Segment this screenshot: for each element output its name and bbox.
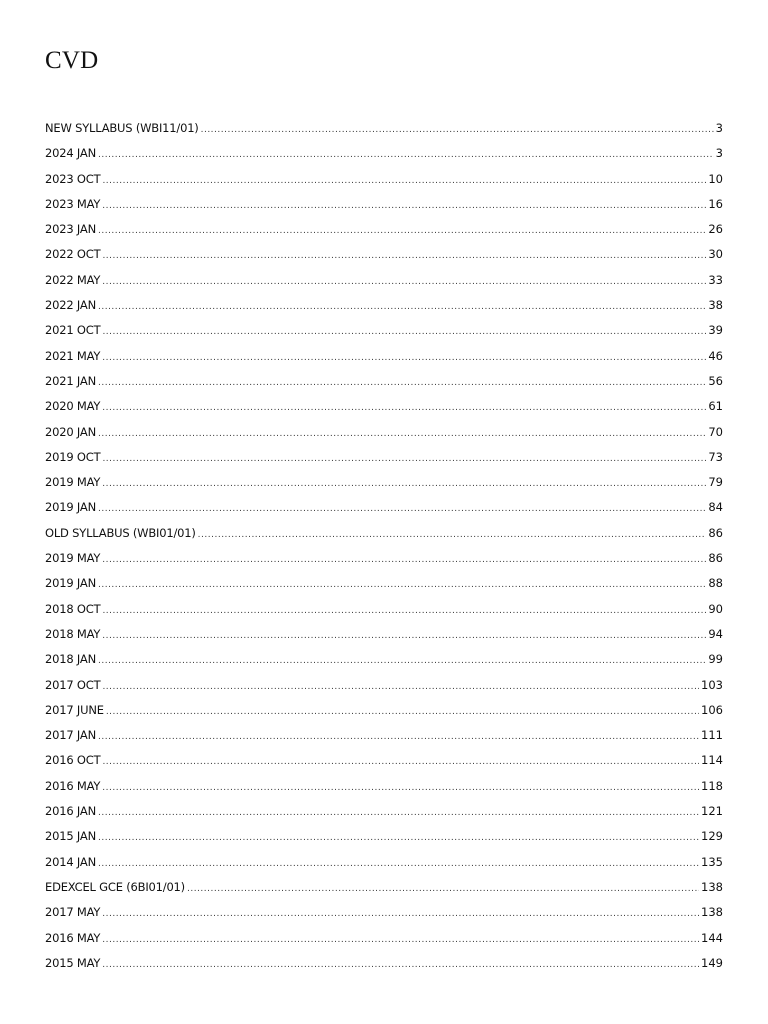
toc-entry-label: 2023 MAY [45, 196, 101, 211]
toc-entry-label: 2015 MAY [45, 955, 101, 970]
toc-dot-leader [98, 497, 706, 522]
toc-entry-label: 2019 OCT [45, 449, 101, 464]
toc-entry-page-number: 56 [708, 373, 723, 388]
toc-entry[interactable] [45, 647, 723, 672]
toc-dot-leader [102, 472, 706, 497]
toc-entry-page-number: 94 [708, 626, 723, 641]
toc-entry[interactable] [45, 824, 723, 849]
toc-entry[interactable] [45, 597, 723, 622]
toc-entry[interactable] [45, 369, 723, 394]
toc-entry-page-number: 88 [708, 576, 723, 591]
toc-dot-leader [98, 422, 706, 447]
toc-entry[interactable] [45, 192, 723, 217]
toc-entry-page-number: 114 [701, 753, 723, 768]
toc-entry-page-number: 84 [708, 500, 723, 515]
toc-entry-label: 2019 JAN [45, 576, 96, 591]
toc-entry-page-number: 144 [701, 930, 723, 945]
table-of-contents [45, 116, 723, 976]
toc-dot-leader [198, 523, 707, 548]
toc-entry-page-number: 3 [715, 146, 723, 161]
toc-entry-page-number: 61 [708, 399, 723, 414]
toc-dot-leader [102, 320, 706, 345]
toc-entry-label: 2022 JAN [45, 298, 96, 313]
toc-entry[interactable] [45, 116, 723, 141]
toc-entry-page-number: 73 [708, 449, 723, 464]
toc-entry-label: 2016 OCT [45, 753, 101, 768]
toc-dot-leader [102, 194, 706, 219]
toc-dot-leader [102, 270, 706, 295]
toc-entry-page-number: 3 [715, 121, 723, 135]
toc-entry-label: 2020 JAN [45, 424, 96, 439]
toc-dot-leader [98, 573, 706, 598]
toc-entry-label: 2017 MAY [45, 905, 101, 920]
toc-entry-page-number: 103 [701, 677, 723, 692]
toc-dot-leader [98, 826, 699, 851]
toc-dot-leader [98, 295, 706, 320]
toc-entry[interactable] [45, 723, 723, 748]
toc-entry-label: NEW SYLLABUS (WBI11/01) [45, 121, 199, 135]
toc-entry-label: 2022 OCT [45, 247, 101, 262]
toc-entry-label: 2019 JAN [45, 500, 96, 515]
toc-entry-label: 2021 OCT [45, 323, 101, 338]
toc-entry[interactable] [45, 293, 723, 318]
toc-entry[interactable] [45, 799, 723, 824]
toc-dot-leader [102, 776, 699, 801]
toc-entry-label: 2017 JAN [45, 728, 96, 743]
toc-entry-page-number: 106 [701, 702, 723, 717]
toc-entry-label: 2016 MAY [45, 778, 101, 793]
toc-entry-page-number: 38 [708, 298, 723, 313]
document-title: CVD [45, 47, 99, 74]
toc-entry-page-number: 118 [701, 778, 723, 793]
toc-entry-page-number: 39 [708, 323, 723, 338]
toc-dot-leader [102, 928, 699, 953]
toc-entry-label: 2023 JAN [45, 222, 96, 237]
toc-entry-label: 2019 MAY [45, 475, 101, 490]
toc-entry[interactable] [45, 622, 723, 647]
toc-entry[interactable] [45, 673, 723, 698]
toc-dot-leader [102, 396, 706, 421]
toc-dot-leader [98, 219, 706, 244]
toc-entry-label: 2014 JAN [45, 854, 96, 869]
toc-entry[interactable] [45, 926, 723, 951]
toc-dot-leader [98, 371, 706, 396]
toc-entry-page-number: 10 [708, 171, 723, 186]
toc-entry-label: OLD SYLLABUS (WBI01/01) [45, 525, 196, 540]
toc-dot-leader [102, 548, 706, 573]
toc-dot-leader [102, 599, 706, 624]
toc-entry-page-number: 30 [708, 247, 723, 262]
toc-entry-page-number: 129 [701, 829, 723, 844]
toc-entry-page-number: 79 [708, 475, 723, 490]
toc-entry-label: 2015 JAN [45, 829, 96, 844]
toc-entry-page-number: 121 [701, 804, 723, 819]
toc-entry-page-number: 149 [701, 955, 723, 970]
toc-entry-label: 2017 JUNE [45, 702, 104, 717]
toc-entry[interactable] [45, 495, 723, 520]
toc-dot-leader [98, 725, 699, 750]
toc-entry[interactable] [45, 748, 723, 773]
toc-dot-leader [201, 118, 714, 143]
toc-dot-leader [102, 244, 706, 269]
toc-entry-page-number: 111 [701, 728, 723, 743]
toc-dot-leader [102, 750, 699, 775]
toc-entry-page-number: 135 [701, 854, 723, 869]
toc-dot-leader [102, 169, 706, 194]
toc-entry[interactable] [45, 470, 723, 495]
toc-entry-page-number: 26 [708, 222, 723, 237]
toc-entry[interactable] [45, 850, 723, 875]
toc-entry[interactable] [45, 217, 723, 242]
toc-dot-leader [102, 447, 706, 472]
toc-entry-label: 2022 MAY [45, 272, 101, 287]
toc-entry-label: 2017 OCT [45, 677, 101, 692]
toc-entry-page-number: 86 [708, 525, 723, 540]
toc-entry-label: 2021 MAY [45, 348, 101, 363]
toc-entry-label: 2018 JAN [45, 652, 96, 667]
toc-entry[interactable] [45, 774, 723, 799]
toc-entry-page-number: 46 [708, 348, 723, 363]
toc-entry-label: 2018 MAY [45, 626, 101, 641]
toc-entry-label: 2021 JAN [45, 373, 96, 388]
toc-entry[interactable] [45, 521, 723, 546]
toc-entry-page-number: 33 [708, 272, 723, 287]
toc-entry[interactable] [45, 318, 723, 343]
toc-entry[interactable] [45, 900, 723, 925]
toc-entry[interactable] [45, 951, 723, 976]
toc-entry-page-number: 99 [708, 652, 723, 667]
toc-entry[interactable] [45, 344, 723, 369]
toc-entry[interactable] [45, 546, 723, 571]
toc-entry[interactable] [45, 571, 723, 596]
toc-entry-label: 2018 OCT [45, 601, 101, 616]
toc-dot-leader [98, 649, 706, 674]
toc-entry[interactable] [45, 242, 723, 267]
toc-entry-label: 2024 JAN [45, 146, 96, 161]
toc-entry[interactable] [45, 698, 723, 723]
toc-entry-page-number: 16 [708, 196, 723, 211]
toc-dot-leader [102, 902, 699, 927]
toc-entry-page-number: 138 [701, 879, 723, 894]
toc-entry-label: 2016 MAY [45, 930, 101, 945]
toc-dot-leader [102, 624, 706, 649]
toc-dot-leader [98, 852, 699, 877]
toc-entry-label: EDEXCEL GCE (6BI01/01) [45, 879, 185, 894]
toc-entry[interactable] [45, 445, 723, 470]
toc-dot-leader [102, 346, 706, 371]
toc-entry[interactable] [45, 394, 723, 419]
toc-entry-page-number: 70 [708, 424, 723, 439]
toc-entry-page-number: 90 [708, 601, 723, 616]
toc-dot-leader [102, 953, 699, 978]
toc-entry-page-number: 138 [701, 905, 723, 920]
toc-entry-label: 2016 JAN [45, 804, 96, 819]
toc-dot-leader [98, 801, 699, 826]
toc-dot-leader [98, 143, 714, 168]
toc-dot-leader [102, 675, 699, 700]
toc-entry[interactable] [45, 875, 723, 900]
toc-entry[interactable] [45, 141, 723, 166]
toc-entry-label: 2020 MAY [45, 399, 101, 414]
toc-dot-leader [106, 700, 699, 725]
toc-entry-label: 2019 MAY [45, 551, 101, 566]
toc-entry[interactable] [45, 167, 723, 192]
toc-entry-page-number: 86 [708, 551, 723, 566]
toc-entry[interactable] [45, 420, 723, 445]
toc-entry-label: 2023 OCT [45, 171, 101, 186]
toc-dot-leader [187, 877, 699, 902]
toc-entry[interactable] [45, 268, 723, 293]
